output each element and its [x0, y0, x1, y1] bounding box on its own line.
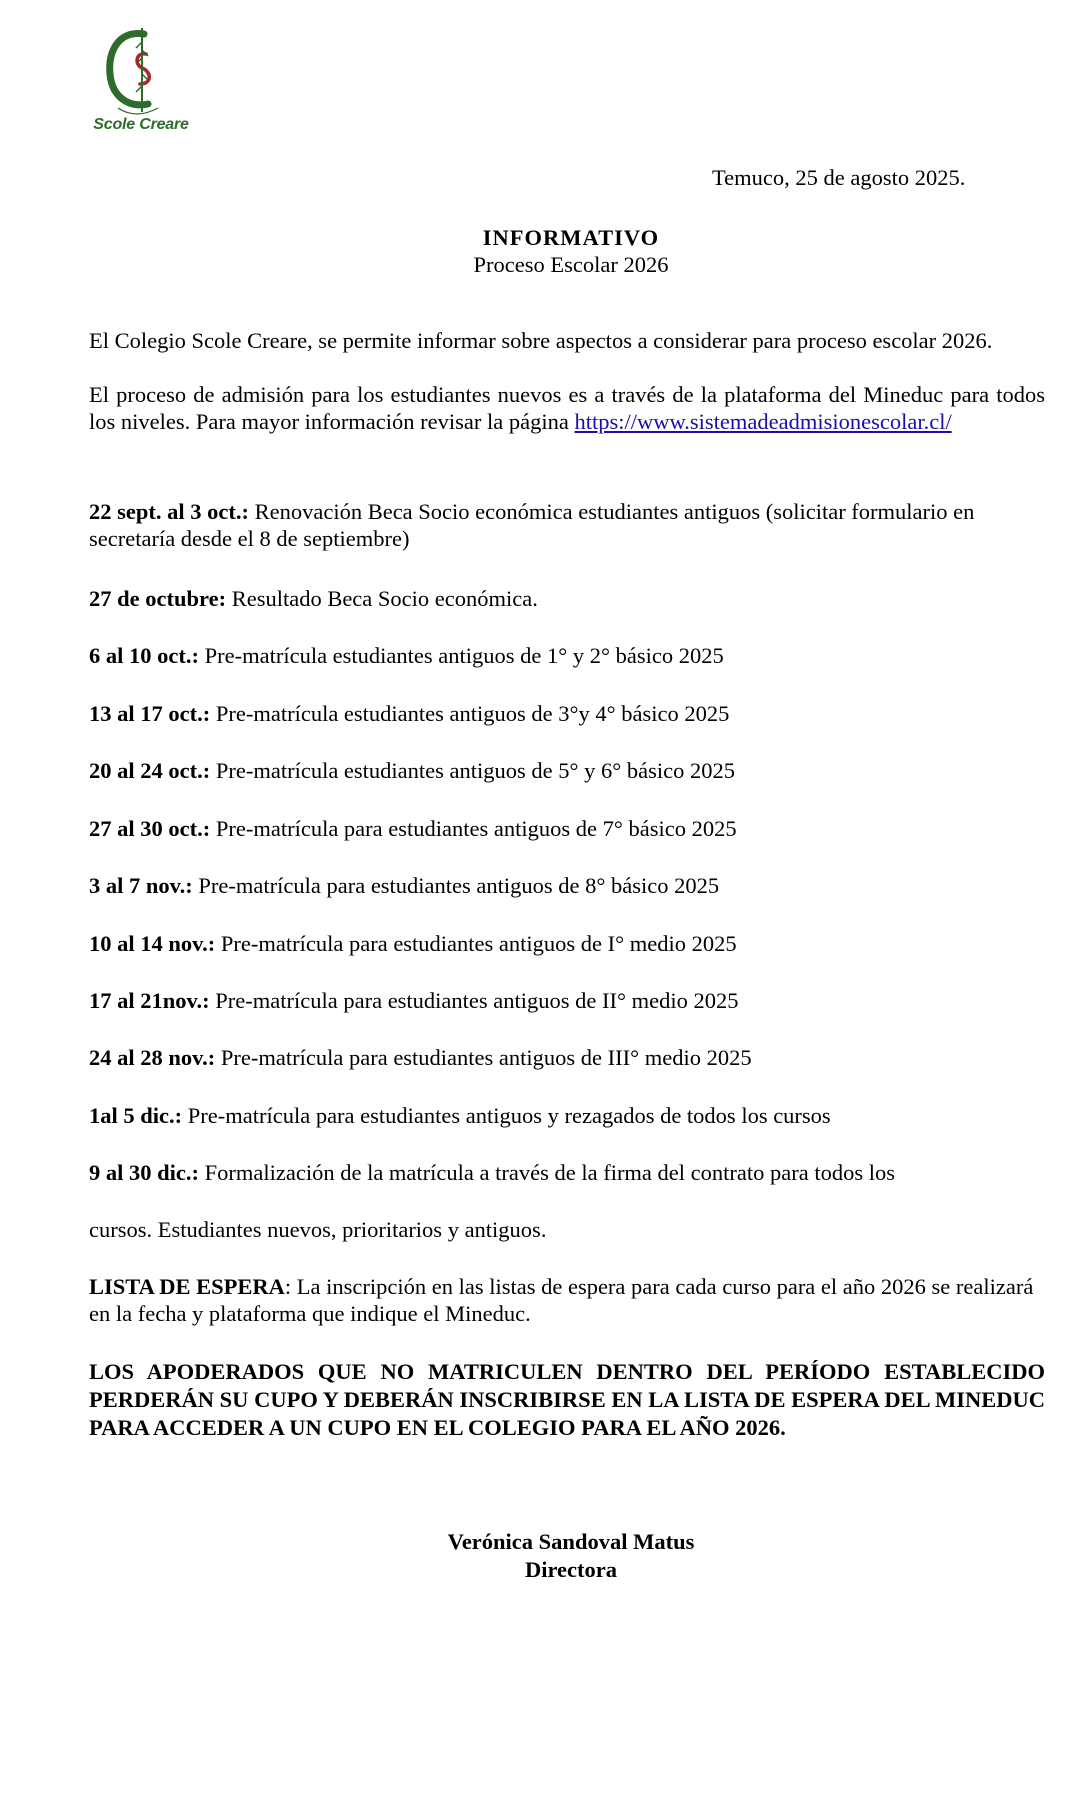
schedule-date: 24 al 28 nov.:	[89, 1045, 216, 1070]
schedule-text: Pre-matrícula estudiantes antiguos de 1° y 2° básico 2025	[198, 643, 724, 668]
schedule-item	[89, 873, 719, 899]
schedule-date: 13 al 17 oct.:	[89, 701, 211, 726]
logo-wordmark: Scole Creare	[93, 116, 189, 133]
schedule-item	[89, 931, 737, 957]
beca-renewal-date: 22 sept. al 3 oct.:	[89, 499, 249, 524]
schedule-date: 3 al 7 nov.:	[89, 873, 193, 898]
schedule-text: Pre-matrícula para estudiantes antiguos de III° medio 2025	[215, 1045, 752, 1070]
waitlist-text: : La inscripción en las listas de espera para cada curso para el año 2026 se realizará en la fecha y plataforma que indique el Mineduc.	[89, 1274, 1034, 1326]
schedule-continuation: cursos. Estudiantes nuevos, prioritarios y antiguos.	[89, 1217, 547, 1242]
schedule-text: Pre-matrícula para estudiantes antiguos de 8° básico 2025	[192, 873, 720, 898]
schedule-item	[89, 1045, 752, 1071]
intro-paragraph-2-text: El proceso de admisión para los estudiantes nuevos es a través de la plataforma del Mineduc para todos los niveles. Para mayor información revisar la página	[89, 382, 1045, 434]
schedule-date: 9 al 30 dic.:	[89, 1160, 199, 1185]
schedule-text: Pre-matrícula estudiantes antiguos de 5° y 6° básico 2025	[210, 758, 735, 783]
schedule-text: Pre-matrícula estudiantes antiguos de 3°y 4° básico 2025	[210, 701, 730, 726]
schedule-date: 6 al 10 oct.:	[89, 643, 199, 668]
schedule-item	[89, 643, 724, 669]
schedule-text: Pre-matrícula para estudiantes antiguos de I° medio 2025	[215, 931, 737, 956]
schedule-date: 10 al 14 nov.:	[89, 931, 216, 956]
waitlist-label: LISTA DE ESPERA	[89, 1274, 285, 1299]
schedule-item	[89, 758, 735, 784]
schedule-date: 17 al 21nov.:	[89, 988, 210, 1013]
schedule-date: 1al 5 dic.:	[89, 1103, 183, 1128]
schedule-date: 20 al 24 oct.:	[89, 758, 211, 783]
schedule-text: Pre-matrícula para estudiantes antiguos de 7° básico 2025	[210, 816, 737, 841]
intro-paragraph-1: El Colegio Scole Creare, se permite informar sobre aspectos a considerar para proceso escolar 2026.	[89, 328, 993, 353]
document-title: INFORMATIVO	[482, 225, 660, 250]
signature-role: Directora	[524, 1557, 618, 1582]
waitlist-paragraph	[89, 1273, 1045, 1327]
schedule-item	[89, 586, 538, 612]
intro-paragraph-2	[89, 381, 1045, 435]
school-logo	[86, 24, 196, 142]
schedule-item	[89, 1103, 831, 1129]
schedule-text: Pre-matrícula para estudiantes antiguos de II° medio 2025	[209, 988, 739, 1013]
schedule-item	[89, 701, 729, 727]
signature-name: Verónica Sandoval Matus	[447, 1529, 695, 1554]
schedule-text: Pre-matrícula para estudiantes antiguos y rezagados de todos los cursos	[182, 1103, 831, 1128]
document-subtitle: Proceso Escolar 2026	[473, 252, 669, 277]
schedule-item	[89, 1160, 895, 1186]
schedule-item	[89, 988, 739, 1014]
warning-paragraph: LOS APODERADOS QUE NO MATRICULEN DENTRO DEL PERÍODO ESTABLECIDO PERDERÁN SU CUPO Y DEBERÁN INSCRIBIRSE EN LA LISTA DE ESPERA DEL MINEDUC PARA ACCEDER A UN CUPO EN EL COLEGIO PARA EL AÑO 2026.	[89, 1359, 1045, 1440]
school-crest-icon	[100, 24, 170, 120]
schedule-item	[89, 816, 737, 842]
schedule-date: 27 al 30 oct.:	[89, 816, 211, 841]
date-line: Temuco, 25 de agosto 2025.	[712, 165, 966, 190]
schedule-date: 27 de octubre:	[89, 586, 227, 611]
beca-renewal	[89, 498, 1045, 552]
schedule-text: Resultado Beca Socio económica.	[226, 586, 538, 611]
beca-renewal-text: Renovación Beca Socio económica estudiantes antiguos (solicitar formulario en secretaría desde el 8 de septiembre)	[89, 499, 975, 551]
schedule-text: Formalización de la matrícula a través de la firma del contrato para todos los	[199, 1160, 895, 1185]
admission-link[interactable]: https://www.sistemadeadmisionescolar.cl/	[574, 409, 952, 434]
